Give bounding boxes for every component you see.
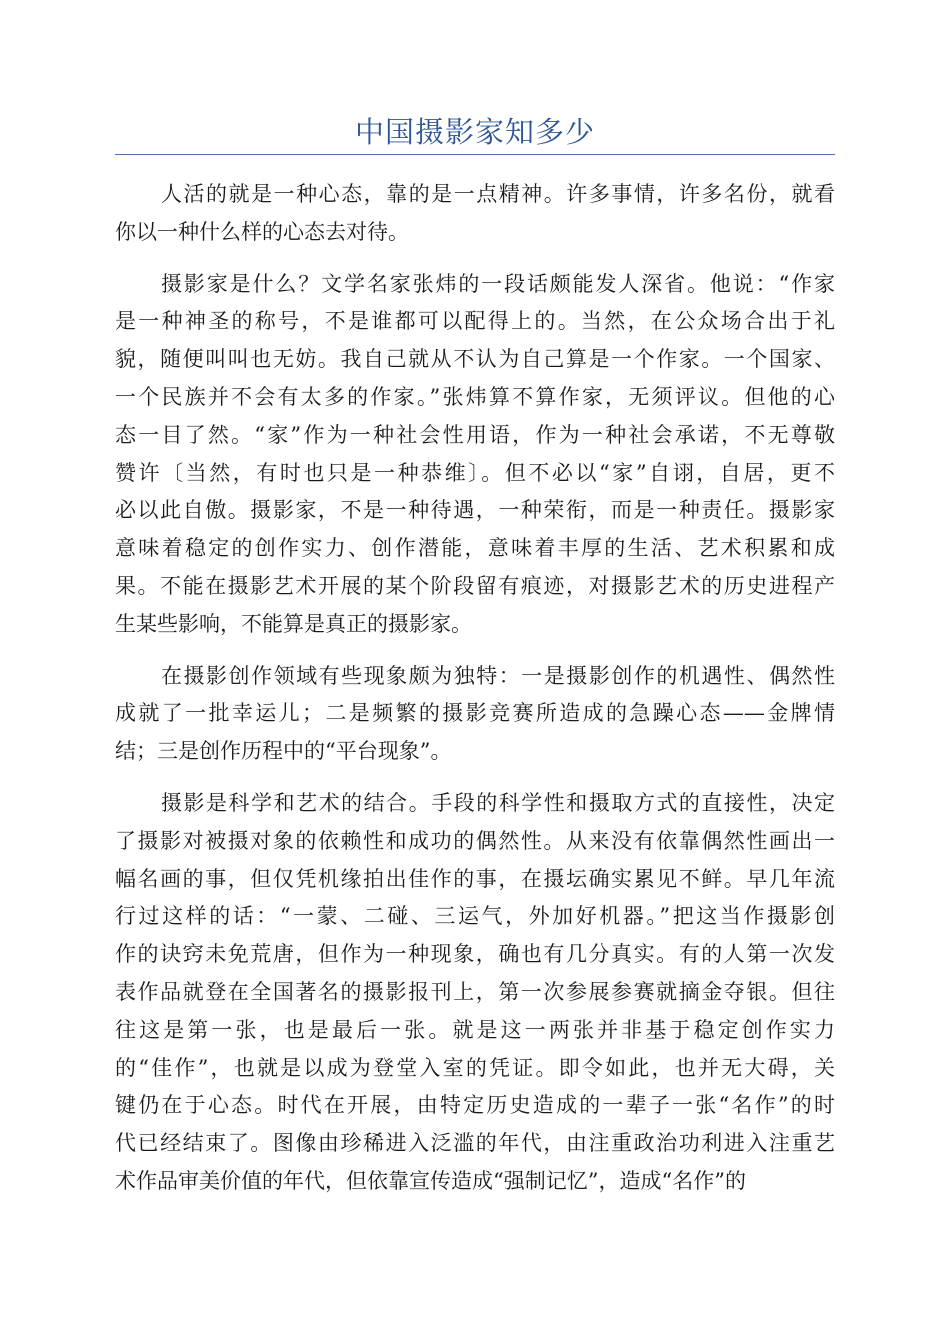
paragraph-line: 幅名画的事，但仅凭机缘拍出佳作的事，在摄坛确实累见不鲜。早几年流 [115,866,835,891]
paragraph-line: 了摄影对被摄对象的依赖性和成功的偶然性。从来没有依靠偶然性画出一 [115,828,835,853]
paragraph [115,785,835,1201]
paragraph-line: 成就了一批幸运儿；二是频繁的摄影竞赛所造成的急躁心态——金牌情 [115,701,835,726]
paragraph-line: 赞许〔当然，有时也只是一种恭维〕。但不必以“家”自诩，自居，更不 [115,460,835,485]
paragraph-line: 生某些影响，不能算是真正的摄影家。 [115,611,472,636]
paragraph-line: 在摄影创作领域有些现象颇为独特：一是摄影创作的机遇性、偶然性 [161,663,835,688]
paragraph-line: 结；三是创作历程中的“平台现象”。 [115,739,452,764]
paragraph-line: 作的诀窍未免荒唐，但作为一种现象，确也有几分真实。有的人第一次发 [115,942,835,967]
paragraph-line: 摄影家是什么？文学名家张炜的一段话颇能发人深省。他说：“作家 [161,271,835,296]
paragraph-line: 表作品就登在全国著名的摄影报刊上，第一次参展参赛就摘金夺银。但往 [115,979,835,1004]
paragraph [115,176,835,252]
paragraph-line: 必以此自傲。摄影家，不是一种待遇，一种荣衔，而是一种责任。摄影家 [115,498,835,523]
paragraph-line: 摄影是科学和艺术的结合。手段的科学性和摄取方式的直接性，决定 [161,790,835,815]
paragraph-line: 行过这样的话：“一蒙、二碰、三运气，外加好机器。”把这当作摄影创 [115,904,835,929]
document-body [115,176,835,1215]
paragraph [115,658,835,771]
paragraph-line: 键仍在于心态。时代在开展，由特定历史造成的一辈子一张“名作”的时 [115,1093,835,1118]
paragraph-line: 态一目了然。“家”作为一种社会性用语，作为一种社会承诺，不无尊敬 [115,422,835,447]
paragraph-line: 是一种神圣的称号，不是谁都可以配得上的。当然，在公众场合出于礼 [115,309,835,334]
title-underline [115,154,835,155]
paragraph-line: 你以一种什么样的心态去对待。 [115,219,409,244]
document-title: 中国摄影家知多少 [354,115,595,149]
paragraph [115,266,835,644]
paragraph-line: 果。不能在摄影艺术开展的某个阶段留有痕迹，对摄影艺术的历史进程产 [115,573,835,598]
paragraph-line: 代已经结束了。图像由珍稀进入泛滥的年代，由注重政治功利进入注重艺 [115,1131,835,1156]
paragraph-line: 往这是第一张，也是最后一张。就是这一两张并非基于稳定创作实力 [115,1017,835,1042]
paragraph-line: 的“佳作”，也就是以成为登堂入室的凭证。即令如此，也并无大碍，关 [115,1055,835,1080]
paragraph-line: 人活的就是一种心态，靠的是一点精神。许多事情，许多名份，就看 [161,182,835,206]
paragraph-line: 术作品审美价值的年代，但依靠宣传造成“强制记忆”，造成“名作”的 [115,1168,746,1193]
paragraph-line: 貌，随便叫叫也无妨。我自己就从不认为自己算是一个作家。一个国家、 [115,347,835,372]
paragraph-line: 意味着稳定的创作实力、创作潜能，意味着丰厚的生活、艺术积累和成 [115,536,835,561]
paragraph-line: 一个民族并不会有太多的作家。”张炜算不算作家，无须评议。但他的心 [115,384,835,409]
